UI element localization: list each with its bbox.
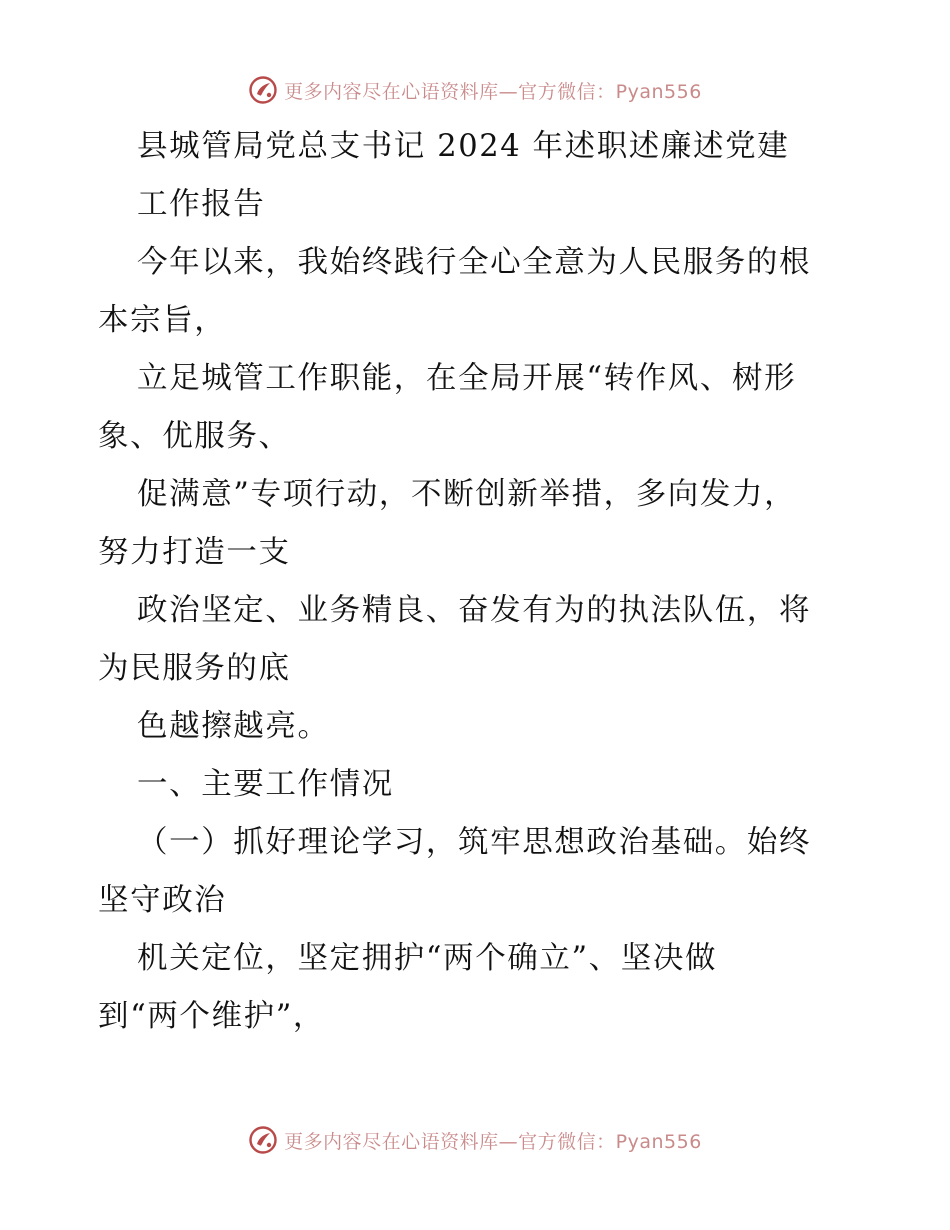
footer-watermark-banner <box>0 1118 950 1162</box>
paragraph-line: 为民服务的底 <box>98 651 291 686</box>
document-title-line-1: 县城管局党总支书记 2024 年述职述廉述党建 <box>137 129 790 164</box>
paragraph-line: 到“两个维护”， <box>98 999 325 1034</box>
paragraph-line: 机关定位，坚定拥护“两个确立”、坚决做 <box>137 941 718 976</box>
paragraph-line: （一）抓好理论学习，筑牢思想政治基础。始终 <box>137 825 812 860</box>
section-heading: 一、主要工作情况 <box>137 767 394 802</box>
seal-logo-icon <box>248 1125 278 1155</box>
paragraph-line: 促满意”专项行动，不断创新举措，多向发力， <box>137 477 797 512</box>
paragraph-line: 努力打造一支 <box>98 535 291 570</box>
paragraph-line: 政治坚定、业务精良、奋发有为的执法队伍，将 <box>137 593 812 628</box>
paragraph-line: 色越擦越亮。 <box>137 709 330 744</box>
paragraph-line: 坚守政治 <box>98 883 227 918</box>
footer-watermark-text: 更多内容尽在心语资料库—官方微信：Pyan556 <box>284 1130 702 1153</box>
paragraph-line: 立足城管工作职能，在全局开展“转作风、树形 <box>137 361 797 396</box>
header-watermark-text: 更多内容尽在心语资料库—官方微信：Pyan556 <box>284 80 702 103</box>
paragraph-line: 今年以来，我始终践行全心全意为人民服务的根 <box>137 245 812 280</box>
document-title-line-2: 工作报告 <box>137 187 266 222</box>
paragraph-line: 象、优服务、 <box>98 419 291 454</box>
paragraph-line: 本宗旨， <box>98 303 227 338</box>
